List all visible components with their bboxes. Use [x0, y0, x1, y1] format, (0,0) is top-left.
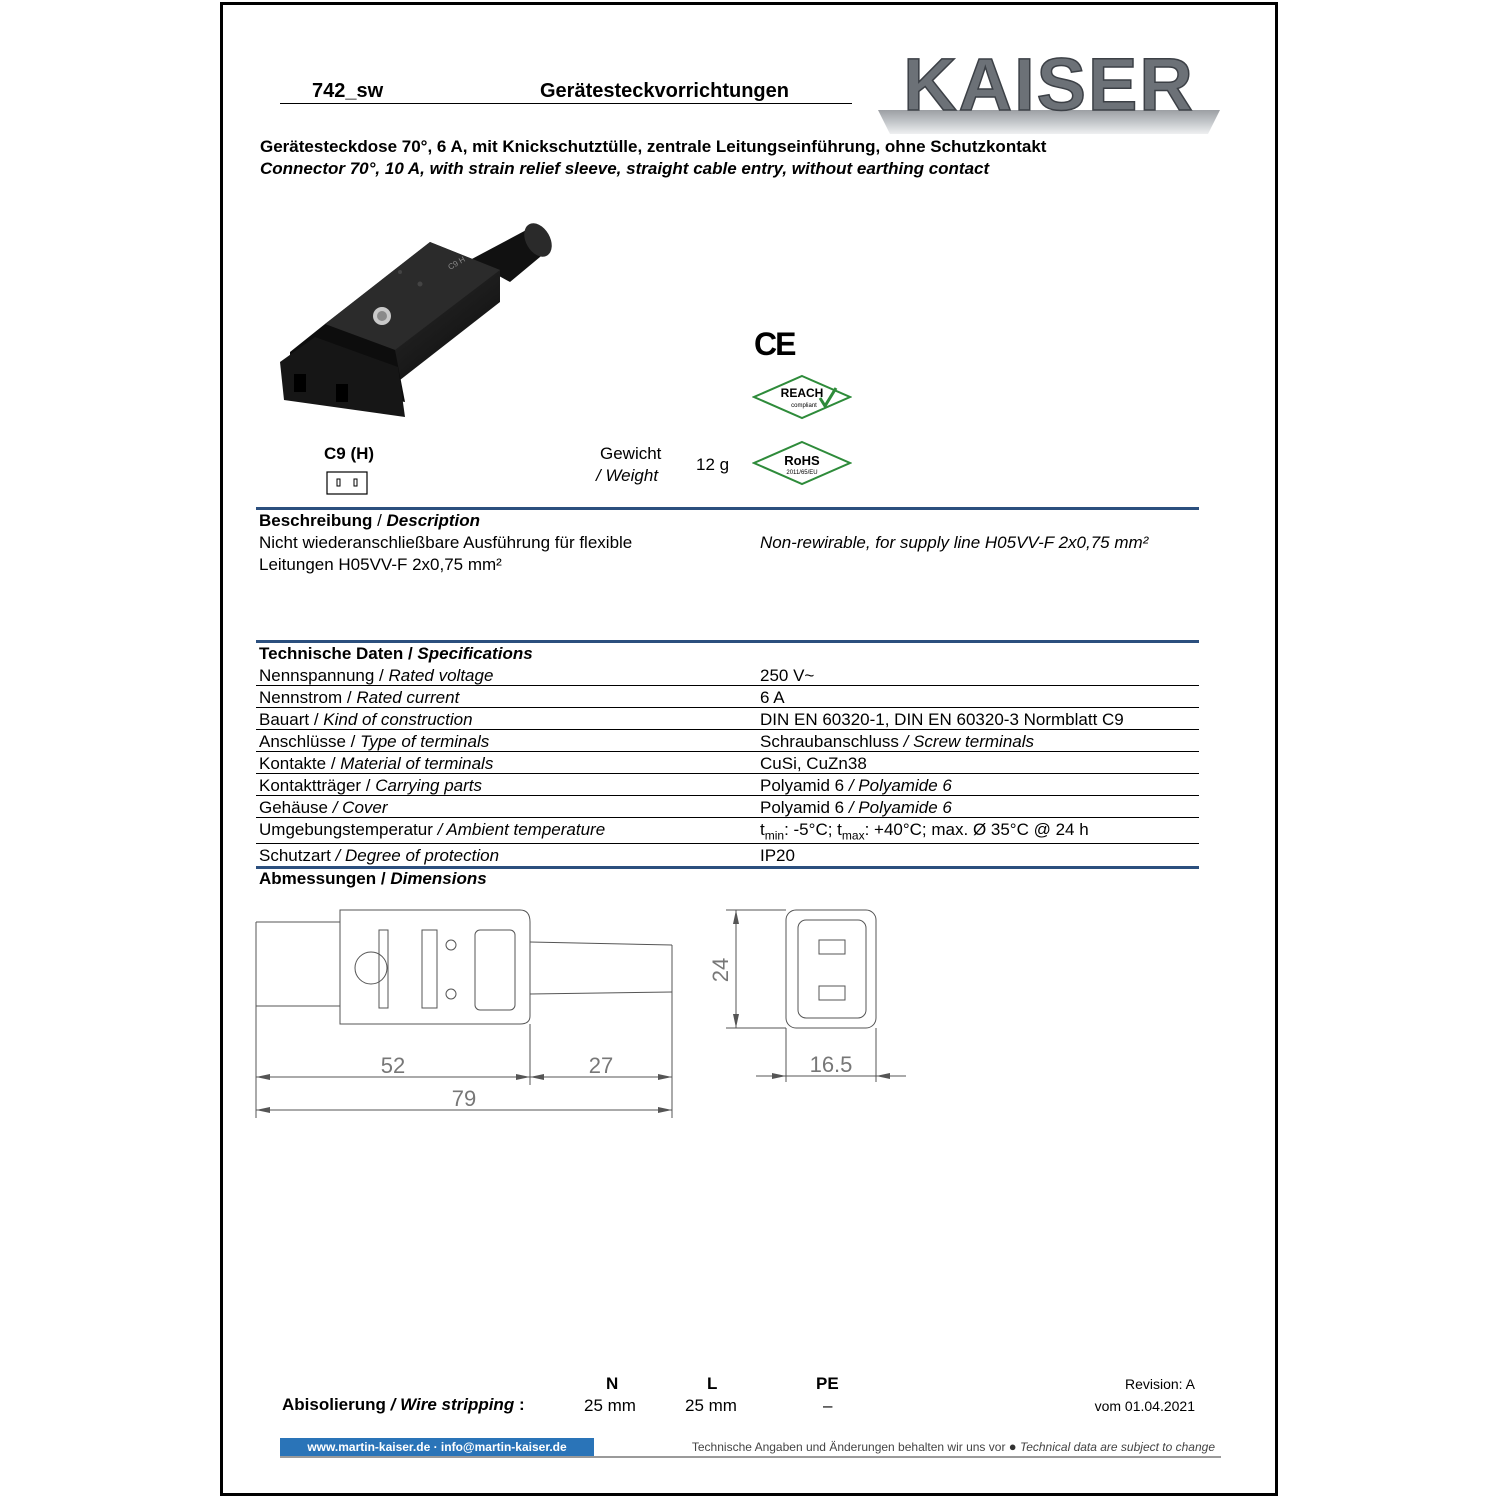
weight-value: 12 g: [696, 455, 730, 474]
category-title: Gerätesteckvorrichtungen: [540, 80, 789, 102]
dimension-drawing-side: [250, 900, 680, 1122]
rohs-badge: [752, 440, 852, 486]
row-divider: [256, 843, 1199, 844]
svg-text:27: 27: [588, 1053, 614, 1078]
product-title-en: Connector 70°, 10 A, with strain relief sleeve, straight cable entry, without earthing contact: [260, 159, 990, 178]
bullet-icon: ●: [1008, 1439, 1017, 1454]
row-divider: [256, 685, 1199, 686]
weight-label-en: / Weight: [596, 466, 659, 485]
row-divider: [256, 817, 1199, 818]
svg-text:24: 24: [708, 957, 733, 983]
spec-value: Polyamid 6 / Polyamide 6: [760, 776, 952, 795]
strip-val-l: 25 mm: [685, 1396, 737, 1415]
spec-label: Bauart / Kind of construction: [259, 710, 473, 729]
description-text-de-1: Nicht wiederanschließbare Ausführung für flexible: [259, 533, 633, 552]
stripping-label: Abisolierung / Wire stripping :: [282, 1395, 525, 1414]
connector-photo: [280, 212, 570, 432]
spec-label: Nennstrom / Rated current: [259, 688, 460, 707]
spec-label: Kontakte / Material of terminals: [259, 754, 494, 773]
row-divider: [256, 773, 1199, 774]
dimension-drawing-front: [700, 900, 910, 1090]
spec-label: Umgebungstemperatur / Ambient temperature: [259, 820, 606, 839]
strip-col-pe: PE: [816, 1374, 839, 1393]
description-text-de-2: Leitungen H05VV-F 2x0,75 mm²: [259, 555, 502, 574]
spec-value: Polyamid 6 / Polyamide 6: [760, 798, 952, 817]
spec-label: Schutzart / Degree of protection: [259, 846, 500, 865]
row-divider: [256, 707, 1199, 708]
type-label: C9 (H): [324, 444, 375, 463]
product-code: 742_sw: [312, 80, 384, 102]
product-title-de: Gerätesteckdose 70°, 6 A, mit Knickschutztülle, zentrale Leitungseinführung, ohne Schutzkontakt: [260, 137, 1047, 156]
header-rule: [280, 103, 852, 104]
spec-value-temperature: $t_{min}$: -5°C; $t_{max}$: +40°C; max. Ø 35°C @ 24 h: [760, 820, 1089, 843]
revision-date: vom 01.04.2021: [1094, 1398, 1195, 1414]
footer-contact[interactable]: www.martin-kaiser.de · info@martin-kaiser.de: [280, 1438, 594, 1456]
spec-value: CuSi, CuZn38: [760, 754, 867, 773]
strip-val-n: 25 mm: [584, 1396, 636, 1415]
footer-note: Technische Angaben und Änderungen behalten wir uns vor ● Technical data are subject to change: [691, 1439, 1215, 1454]
strip-col-l: L: [707, 1374, 718, 1393]
svg-text:C9 H: C9 H: [446, 254, 467, 272]
strip-val-pe: –: [823, 1396, 833, 1415]
svg-text:RoHS: RoHS: [784, 453, 820, 468]
spec-label: Anschlüsse / Type of terminals: [259, 732, 490, 751]
footer-rule: [280, 1456, 1221, 1458]
spec-label: Gehäuse / Cover: [259, 798, 388, 817]
svg-text:REACH: REACH: [780, 386, 824, 400]
spec-value: 6 A: [760, 688, 785, 707]
svg-text:KAISER: KAISER: [903, 50, 1195, 126]
svg-text:79: 79: [451, 1086, 477, 1111]
specs-heading: Technische Daten / Specifications: [259, 644, 533, 663]
svg-text:16.5: 16.5: [809, 1052, 853, 1077]
strip-col-n: N: [606, 1374, 619, 1393]
weight-label-de: Gewicht: [600, 444, 662, 463]
kaiser-logo: [878, 50, 1220, 134]
svg-text:compliant: compliant: [791, 403, 817, 409]
description-rule: [256, 507, 1199, 510]
spec-label: Kontaktträger / Carrying parts: [259, 776, 482, 795]
c9-symbol: [326, 471, 368, 495]
row-divider: [256, 751, 1199, 752]
dimensions-heading: Abmessungen / Dimensions: [259, 869, 487, 888]
svg-text:52: 52: [380, 1053, 406, 1078]
spec-value: 250 V~: [760, 666, 815, 685]
spec-label: Nennspannung / Rated voltage: [259, 666, 494, 685]
description-text-en: Non-rewirable, for supply line H05VV-F 2x0,75 mm²: [760, 533, 1149, 552]
svg-text:2011/65/EU: 2011/65/EU: [786, 470, 818, 476]
reach-badge: [752, 374, 852, 420]
spec-value: IP20: [760, 846, 795, 865]
revision: Revision: A: [1124, 1376, 1195, 1392]
row-divider: [256, 795, 1199, 796]
ce-mark: CE: [754, 326, 795, 362]
description-heading: Beschreibung / Description: [259, 511, 481, 530]
row-divider: [256, 729, 1199, 730]
spec-value: Schraubanschluss / Screw terminals: [760, 732, 1035, 751]
spec-value: DIN EN 60320-1, DIN EN 60320-3 Normblatt C9: [760, 710, 1124, 729]
specs-rule: [256, 640, 1199, 643]
